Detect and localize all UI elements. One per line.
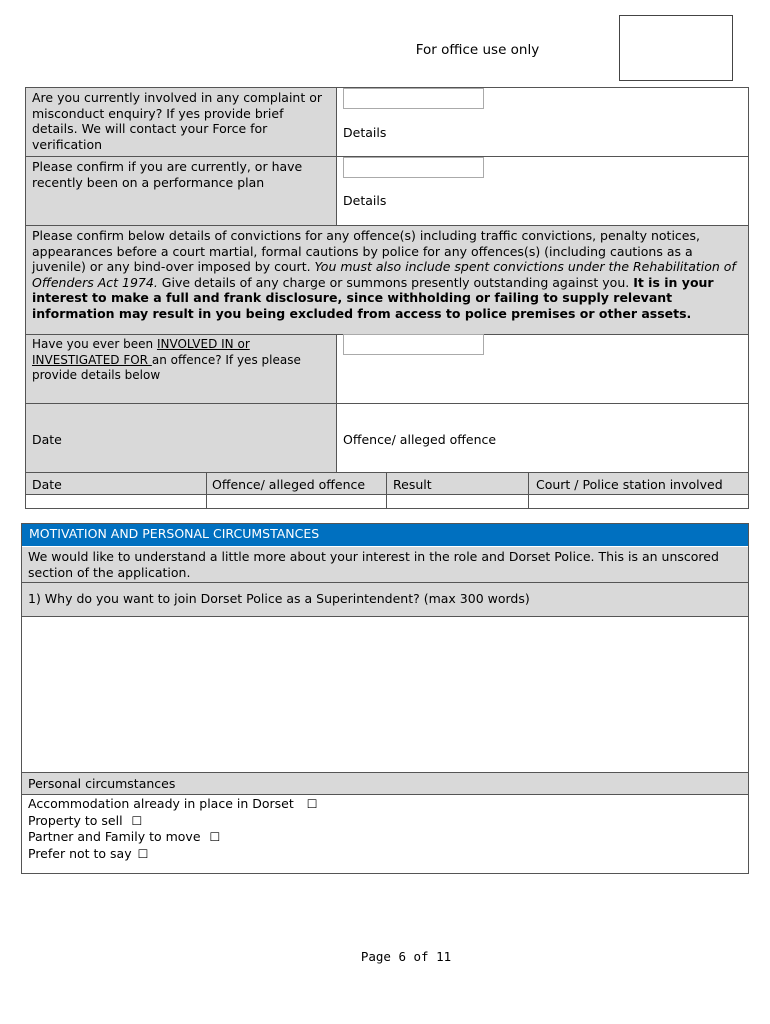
checkbox-icon[interactable]: ☐ [306,797,318,811]
personal-options-list [28,796,318,863]
complaint-question: Are you currently involved in any complaint or misconduct enquiry? If yes provide brief details. We will contact your Force for verification [32,90,323,152]
involved-question-suffix: an offence? If yes please provide details below [32,352,301,382]
involved-question-emphasis: INVOLVED IN or INVESTIGATED FOR [32,337,250,367]
office-use-box [619,15,733,81]
checkbox-icon[interactable]: ☐ [137,847,149,862]
performance-details-label: Details [343,193,387,208]
column-divider [336,334,337,472]
convictions-text: Please confirm below details of convictions for any offence(s) including traffic convictions, penalty notices, appearances before a court martial, formal cautions by police for any offences(s) (including cautions as a juvenile) or any bind-over imposed by court. [32,228,700,274]
motivation-question-1: 1) Why do you want to join Dorset Police as a Superintendent? (max 300 words) [22,583,748,616]
table-header-court: Court / Police station involved [536,477,723,492]
page-number: Page 6 of 11 [360,949,452,964]
involved-question [26,336,326,384]
performance-question: Please confirm if you are currently, or have recently been on a performance plan [32,159,303,190]
option-property [28,813,318,830]
table-header-date: Date [32,477,62,492]
involved-question-prefix: Have you ever been [32,337,157,351]
option-label: Partner and Family to move [28,829,201,845]
motivation-answer-area[interactable] [22,617,748,772]
checkbox-icon[interactable]: ☐ [131,813,143,828]
personal-circumstances-header: Personal circumstances [22,773,748,794]
date-label: Date [32,432,62,447]
complaint-answer-field[interactable] [343,88,484,109]
motivation-intro: We would like to understand a little more about your interest in the role and Dorset Police. This is an unscored section of the application. [22,547,748,582]
row-divider [25,403,749,404]
option-label: Prefer not to say [28,846,132,862]
convictions-spent-note: You must also include spent convictions under the Rehabilitation of Offenders Act 1974. [32,259,736,290]
performance-answer-field[interactable] [343,157,484,178]
office-use-label: For office use only [415,42,540,58]
column-divider [336,87,337,225]
offence-label: Offence/ alleged offence [343,432,497,447]
checkbox-icon[interactable]: ☐ [209,830,221,845]
convictions-outstanding: Give details of any charge or summons presently outstanding against you. [157,274,634,290]
option-label: Accommodation already in place in Dorset [28,796,294,811]
convictions-disclosure-warning: It is in your interest to make a full and frank disclosure, since withholding or failing to supply relevant information may result in you being excluded from access to police premises or other assets. [32,274,714,321]
option-prefer-not [28,846,318,863]
option-label: Property to sell [28,812,123,828]
row-divider [21,794,749,795]
involved-answer-field[interactable] [343,334,484,355]
table-cell-result[interactable] [387,495,528,508]
option-accommodation [28,796,318,813]
complaint-details-label: Details [343,125,387,140]
table-cell-date[interactable] [26,495,206,508]
option-partner-family [28,829,318,846]
row-divider [25,225,749,226]
table-header-result: Result [393,477,432,492]
table-cell-court[interactable] [529,495,748,508]
table-header-offence: Offence/ alleged offence [212,477,366,492]
motivation-header: MOTIVATION AND PERSONAL CIRCUMSTANCES [22,524,748,546]
row-divider [25,472,749,473]
date-label-bg [26,404,336,472]
table-cell-offence[interactable] [207,495,386,508]
convictions-paragraph [26,227,742,321]
